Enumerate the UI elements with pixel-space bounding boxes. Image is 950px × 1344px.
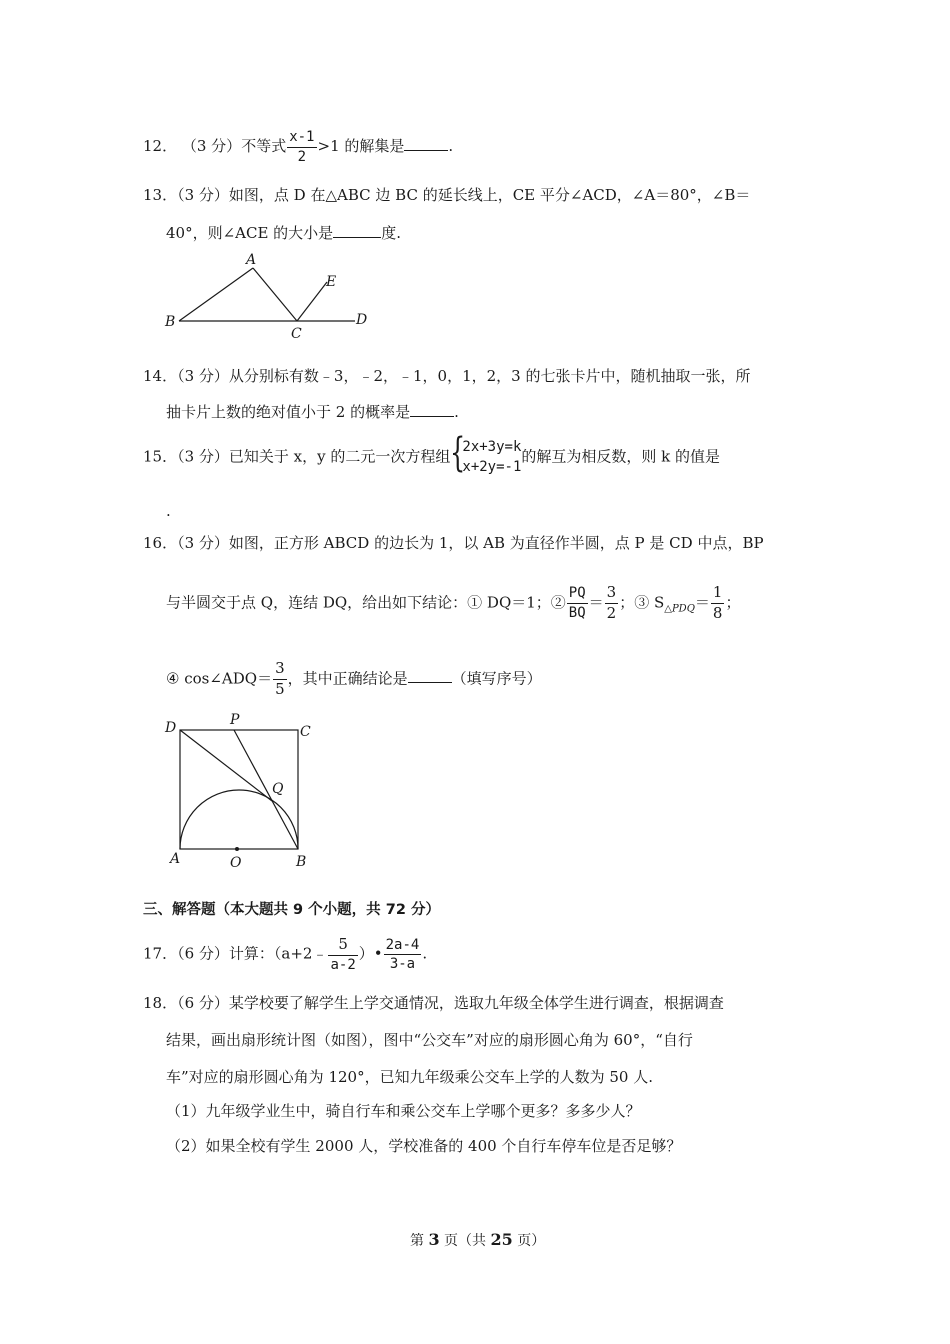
question-text: （填写序号） xyxy=(451,669,542,688)
fraction-denominator: 8 xyxy=(712,603,723,622)
section-heading xyxy=(143,903,440,918)
fraction-numerator: 5 xyxy=(328,937,357,956)
segment-ce xyxy=(297,282,327,321)
question-text: （2）如果全校有学生 2000 人，学校准备的 400 个自行车停车位是否足够？ xyxy=(166,1137,682,1155)
question-text: ；③ S xyxy=(619,593,665,612)
answer-blank xyxy=(404,149,448,151)
triangle-figure xyxy=(160,248,380,343)
equals-sign: ＝ xyxy=(694,593,710,612)
segment-ba xyxy=(179,268,253,321)
label-o: O xyxy=(230,855,242,871)
question-15 xyxy=(143,430,721,478)
question-18-line-1 xyxy=(143,996,724,1011)
question-18-sub-2 xyxy=(166,1139,681,1154)
question-text: ④ cos∠ADQ＝ xyxy=(166,669,273,688)
equation-2: x+2y=-1 xyxy=(462,459,522,476)
square-semicircle-figure xyxy=(158,708,328,873)
question-text: ）• xyxy=(358,944,383,963)
question-text: 结果，画出扇形统计图（如图），图中“公交车”对应的扇形圆心角为 60°，“自行 xyxy=(166,1031,693,1049)
question-text: （6 分）某学校要了解学生上学交通情况，选取九年级全体学生进行调查，根据调查 xyxy=(177,994,724,1012)
label-p: P xyxy=(230,712,240,728)
fraction-denominator: BQ xyxy=(568,604,586,621)
fraction-1-8 xyxy=(711,585,725,622)
fraction-denominator: 2 xyxy=(606,603,617,622)
label-a: A xyxy=(170,851,181,867)
question-text: ； xyxy=(725,593,741,612)
answer-blank xyxy=(410,415,454,417)
question-text: 车”对应的扇形圆心角为 120°，已知九年级乘公交车上学的人数为 50 人. xyxy=(166,1068,653,1086)
label-d: D xyxy=(356,312,368,328)
question-text: 不等式 xyxy=(241,137,287,156)
fraction-pq-bq xyxy=(567,586,588,620)
fraction xyxy=(287,130,316,164)
question-text: 抽卡片上数的绝对值小于 2 的概率是 xyxy=(166,403,411,421)
question-number: 16． xyxy=(143,534,178,552)
question-18-line-3 xyxy=(166,1070,653,1085)
fraction-numerator: 1 xyxy=(711,585,725,604)
question-number: 12． xyxy=(143,137,178,156)
answer-blank xyxy=(408,681,452,683)
fraction-3-5 xyxy=(273,661,287,698)
question-17 xyxy=(143,937,427,972)
question-text: . xyxy=(448,137,454,156)
question-text: 与半圆交于点 Q，连结 DQ，给出如下结论：① DQ＝1；② xyxy=(166,593,566,612)
label-c: C xyxy=(300,724,311,740)
label-c: C xyxy=(291,326,302,342)
question-text: （3 分）如图，点 D 在△ABC 边 BC 的延长线上，CE 平分∠ACD，∠A＝80°，∠B＝ xyxy=(177,186,751,204)
label-d: D xyxy=(165,720,177,736)
segment-dq xyxy=(180,730,272,801)
fraction-5-a2 xyxy=(328,937,357,972)
question-number: 18． xyxy=(143,994,178,1012)
page-number: 3 xyxy=(428,1230,440,1249)
question-number: 13． xyxy=(143,186,178,204)
fraction-numerator: 2a-4 xyxy=(384,938,422,956)
fraction-3-2 xyxy=(605,585,619,622)
question-16-line-2 xyxy=(166,585,740,622)
footer-text: 第 xyxy=(410,1233,424,1249)
question-text: . xyxy=(166,502,171,520)
question-text: 度. xyxy=(381,224,401,242)
label-b: B xyxy=(296,854,307,870)
question-text: . xyxy=(422,944,428,963)
question-18-sub-1 xyxy=(166,1104,641,1119)
question-text: >1 的解集是 xyxy=(317,137,405,156)
footer-text: 页（共 xyxy=(444,1233,487,1249)
fraction-denominator: 3-a xyxy=(389,956,416,973)
equation-1: 2x+3y=k xyxy=(462,439,522,455)
question-text: 的解互为相反数，则 k 的值是 xyxy=(521,447,721,466)
question-14-line-1 xyxy=(143,369,750,384)
label-a: A xyxy=(246,252,257,268)
question-13-line-1 xyxy=(143,188,750,203)
equation-system xyxy=(450,430,522,478)
page-total: 25 xyxy=(490,1230,513,1249)
question-number: 17． xyxy=(143,944,178,963)
fraction-denominator: a-2 xyxy=(330,956,356,973)
question-text: （3 分）从分别标有数﹣3，﹣2，﹣1，0，1，2，3 的七张卡片中，随机抽取一张，所 xyxy=(177,367,751,385)
subscript: △PDQ xyxy=(664,603,695,615)
question-score: （3 分） xyxy=(181,137,242,156)
left-brace: { xyxy=(450,430,466,476)
question-15-line-2 xyxy=(166,504,171,519)
label-b: B xyxy=(165,314,176,330)
question-18-line-2 xyxy=(166,1033,693,1048)
fraction-numerator: 3 xyxy=(605,585,619,604)
label-q: Q xyxy=(272,781,284,797)
fraction-2a4-3a xyxy=(384,938,422,972)
question-text: . xyxy=(454,403,459,421)
question-text: （3 分）如图，正方形 ABCD 的边长为 1，以 AB 为直径作半圆，点 P 是 CD 中点，BP xyxy=(177,534,764,552)
question-number: 14． xyxy=(143,367,178,385)
question-text: （6 分）计算：（a+2﹣ xyxy=(177,944,328,963)
question-14-line-2 xyxy=(166,405,459,420)
segment-ac xyxy=(253,268,297,321)
fraction-denominator: 5 xyxy=(275,679,285,698)
question-text: ，其中正确结论是 xyxy=(287,669,408,688)
question-16-line-3 xyxy=(166,661,542,698)
fraction-numerator: 3 xyxy=(273,661,287,680)
footer-text: 页） xyxy=(517,1233,546,1249)
question-13-line-2 xyxy=(166,226,401,241)
center-point-o xyxy=(235,847,239,851)
semicircle xyxy=(180,790,298,849)
answer-blank xyxy=(333,236,381,238)
section-title: 三、解答题（本大题共 9 个小题，共 72 分） xyxy=(143,902,440,918)
fraction-numerator: PQ xyxy=(567,586,588,604)
question-12 xyxy=(143,130,453,164)
label-e: E xyxy=(326,274,337,290)
equals-sign: ＝ xyxy=(588,593,604,612)
segment-bp xyxy=(234,730,298,849)
question-text: （3 分）已知关于 x，y 的二元一次方程组 xyxy=(177,447,451,466)
page-footer xyxy=(410,1232,545,1248)
question-16-line-1 xyxy=(143,536,764,551)
question-number: 15． xyxy=(143,447,178,466)
question-text: 40°，则∠ACE 的大小是 xyxy=(166,224,334,242)
question-text: （1）九年级学业生中，骑自行车和乘公交车上学哪个更多？多多少人？ xyxy=(166,1102,641,1120)
fraction-numerator: x-1 xyxy=(287,130,316,148)
fraction-denominator: 2 xyxy=(297,148,307,165)
